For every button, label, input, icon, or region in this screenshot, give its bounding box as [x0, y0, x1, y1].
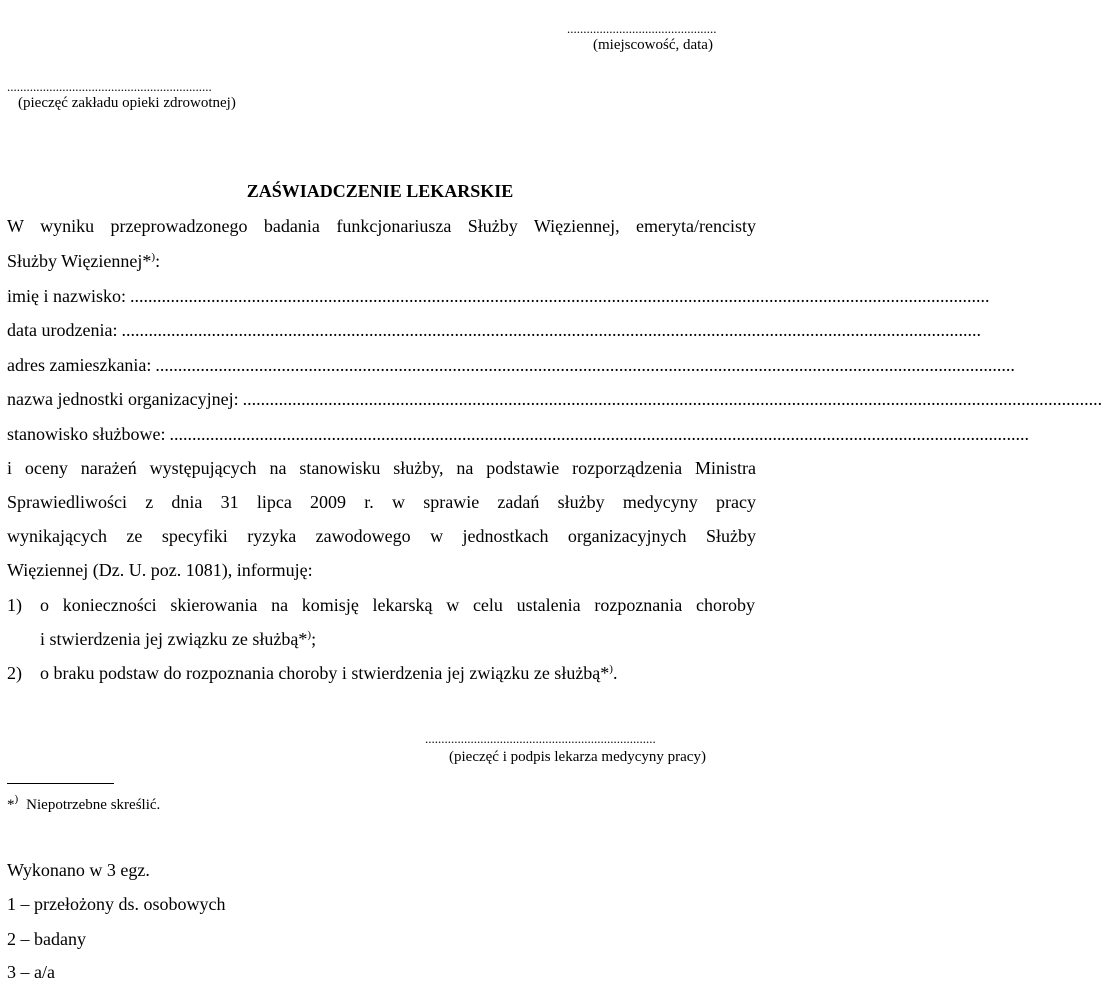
footnote-separator — [7, 783, 114, 784]
assessment-line-3: wynikających ze specyfiki ryzyka zawodowego w jednostkach organizacyjnych Służby — [7, 526, 756, 546]
field-position — [7, 424, 1029, 444]
stamp-label: (pieczęć zakładu opieki zdrowotnej) — [18, 95, 236, 111]
field-full-name — [7, 286, 990, 306]
field-birth-date-dots: ............................................................................................................................................................................................... — [121, 320, 981, 340]
signature-dotted-line: ....................................................................... — [425, 731, 656, 746]
signature-label: (pieczęć i podpis lekarza medycyny pracy) — [449, 749, 706, 765]
field-unit-name-label: nazwa jednostki organizacyjnej: — [7, 389, 239, 409]
assessment-line-2: Sprawiedliwości z dnia 31 lipca 2009 r. w sprawie zadań służby medycyny pracy — [7, 492, 756, 512]
assessment-line-1: i oceny narażeń występujących na stanowisku służby, na podstawie rozporządzenia Ministra — [7, 458, 756, 478]
stamp-dotted-line: ............................................................... — [7, 79, 212, 94]
copies-item-3: 3 – a/a — [7, 962, 55, 982]
field-unit-name-dots: ............................................................................................................................................................................................... — [242, 389, 1102, 409]
copies-heading: Wykonano w 3 egz. — [7, 860, 150, 880]
field-birth-date — [7, 320, 981, 340]
document-title: ZAŚWIADCZENIE LEKARSKIE — [246, 181, 514, 201]
field-birth-date-label: data urodzenia: — [7, 320, 118, 340]
field-address-dots: ............................................................................................................................................................................................... — [155, 355, 1015, 375]
field-unit-name — [7, 389, 1102, 409]
place-date-label: (miejscowość, data) — [593, 37, 713, 53]
option-1-number: 1) — [7, 595, 22, 615]
field-full-name-label: imię i nazwisko: — [7, 286, 126, 306]
footnote: *) Niepotrzebne skreślić. — [7, 793, 161, 813]
field-address — [7, 355, 1015, 375]
field-full-name-dots: ............................................................................................................................................................................................... — [129, 286, 990, 306]
option-1-line-2: i stwierdzenia jej związku ze służbą*); — [40, 629, 317, 649]
intro-line-1: W wyniku przeprowadzonego badania funkcjonariusza Służby Więziennej, emeryta/rencisty — [7, 216, 756, 236]
field-position-label: stanowisko służbowe: — [7, 424, 166, 444]
copies-item-1: 1 – przełożony ds. osobowych — [7, 894, 226, 914]
option-1-line-1: o konieczności skierowania na komisję lekarską w celu ustalenia rozpoznania choroby — [40, 595, 755, 615]
field-address-label: adres zamieszkania: — [7, 355, 152, 375]
place-date-dotted-line: .............................................. — [567, 21, 717, 36]
option-2-line-1: o braku podstaw do rozpoznania choroby i stwierdzenia jej związku ze służbą*). — [40, 663, 618, 683]
intro-line-2: Służby Więziennej*): — [7, 251, 161, 271]
option-2-number: 2) — [7, 663, 22, 683]
assessment-line-4: Więziennej (Dz. U. poz. 1081), informuję: — [7, 560, 313, 580]
field-position-dots: ............................................................................................................................................................................................... — [169, 424, 1029, 444]
copies-item-2: 2 – badany — [7, 929, 86, 949]
